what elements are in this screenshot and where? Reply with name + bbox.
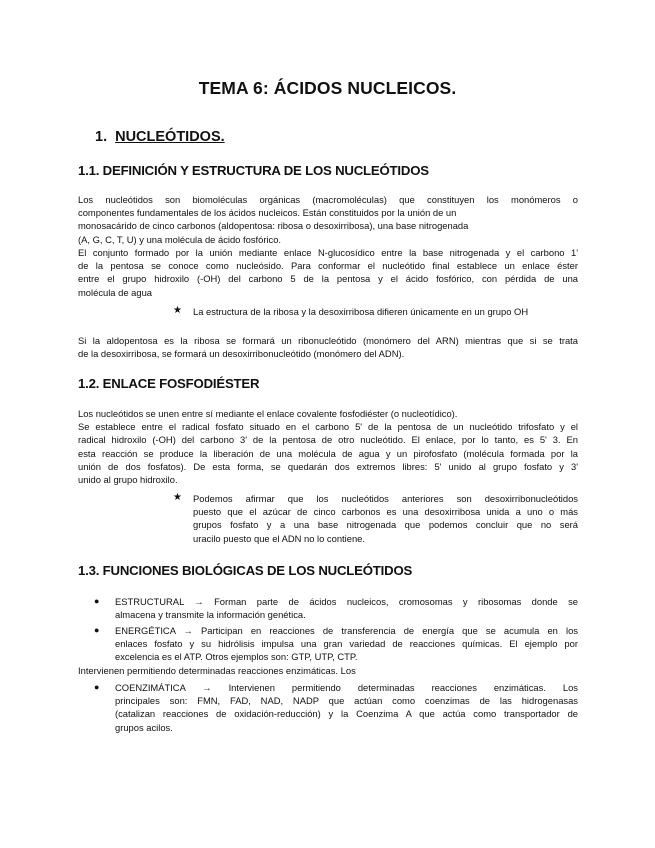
section-1-2-heading: 1.2. ENLACE FOSFODIÉSTER	[78, 376, 260, 391]
text-line: monosacárido de cinco carbonos (aldopentosa: ribosa o desoxirribosa), una base nitrogenada	[78, 220, 469, 232]
text-line: Los nucleótidos se unen entre sí mediante el enlace covalente fosfodiéster (o nucleotídico).	[78, 408, 458, 419]
text-line: Intervienen permitiendo determinadas reacciones enzimáticas. Los	[78, 665, 356, 676]
text-line: grupos acilos.	[115, 721, 173, 733]
document-title: TEMA 6: ÁCIDOS NUCLEICOS.	[198, 78, 457, 98]
list-item-coenzimatica	[115, 681, 578, 734]
text-line: entre el grupo hidroxilo (-OH) del carbono 5 de la pentosa y el ácido fosfórico, con pérdida de una	[78, 273, 578, 285]
s11-note: La estructura de la ribosa y la desoxirribosa difieren únicamente en un grupo OH	[193, 306, 529, 317]
star-bullet-icon: ★	[173, 492, 182, 503]
section-1-heading	[95, 129, 225, 145]
section-1-1-heading: 1.1. DEFINICIÓN Y ESTRUCTURA DE LOS NUCLEÓTIDOS	[78, 163, 429, 178]
text-line: ESTRUCTURAL → Forman parte de ácidos nucleicos, cromosomas y ribosomas donde se	[115, 596, 578, 607]
text-line: Se establece entre el radical fosfato situado en el carbono 5' de la pentosa de un nucleótido trifosfato y el	[78, 421, 578, 433]
text-line: (catalizan reacciones de oxidación-reducción) y la Coenzima A que actúa como transportador de	[115, 708, 578, 720]
stray-text-line	[78, 664, 578, 677]
text-line: principales son: FMN, FAD, NAD, NADP que actúan como coenzimas de las hidrogenasas	[115, 695, 578, 707]
text-line: Podemos afirmar que los nucleótidos anteriores son desoxirribonucleótidos	[193, 493, 578, 504]
text-line: molécula de agua	[78, 286, 153, 298]
text-line: Los nucleótidos son biomoléculas orgánicas (macromoléculas) que constituyen los monómeros o	[78, 194, 578, 205]
text-line: unido al grupo hidroxilo.	[78, 474, 178, 486]
bullet-dot-icon: ●	[94, 625, 100, 635]
text-line: de la desoxirribosa, se formará un desoxirribonucleótido (monómero del ADN).	[78, 348, 405, 360]
list-item-energetica	[115, 624, 578, 664]
s11-paragraph-1	[78, 193, 578, 246]
text-line: grupos fosfato y a una base nitrogenada que podemos concluir que no será	[193, 519, 578, 531]
text-line: uracilo puesto que el ADN no lo contiene.	[193, 532, 365, 544]
s12-paragraph-1	[78, 407, 578, 486]
text-line: puesto que el azúcar de cinco carbonos es una desoxirribosa unida a uno o más	[193, 506, 578, 518]
text-line: radical hidroxilo (-OH) del carbono 3' de la pentosa de otro nucleótido. El enlace, por lo tanto, es 5' 3. En	[78, 434, 578, 446]
section-1-label: NUCLEÓTIDOS.	[115, 129, 225, 145]
text-line: enlaces fosfato y su hidrólisis impulsa una gran variedad de reacciones químicas. El ejemplo por	[115, 638, 578, 650]
text-line: COENZIMÁTICA → Intervienen permitiendo determinadas reacciones enzimáticas. Los	[115, 682, 578, 693]
bullet-dot-icon: ●	[94, 596, 100, 606]
s11-paragraph-2	[78, 246, 578, 299]
text-line: excelencia es el ATP. Otros ejemplos son: GTP, UTP, CTP.	[115, 651, 358, 663]
text-line: (A, G, C, T, U) y una molécula de ácido fosfórico.	[78, 233, 282, 245]
text-line: esta reacción se produce la liberación de una molécula de agua y un pirofosfato (molécula formada por la	[78, 447, 578, 459]
bullet-dot-icon: ●	[94, 682, 100, 692]
text-line: almacena y transmite la información genética.	[115, 609, 306, 621]
section-1-number: 1.	[95, 129, 108, 145]
star-bullet-icon: ★	[173, 305, 182, 316]
text-line: El conjunto formado por la unión mediante enlace N-glucosídico entre la base nitrogenada y el carbono 1'	[78, 247, 578, 258]
text-line: ENERGÉTICA → Participan en reacciones de transferencia de energía que se acumula en los	[115, 625, 578, 636]
text-line: componentes fundamentales de los ácidos nucleicos. Están constituidos por la unión de un	[78, 207, 457, 219]
list-item-estructural	[115, 595, 578, 621]
text-line: de la pentosa se conoce como nucleósido. Para conformar el nucleótido final establece un enlace éster	[78, 260, 578, 272]
s11-paragraph-3	[78, 334, 578, 360]
s12-note	[193, 492, 578, 545]
section-1-3-heading: 1.3. FUNCIONES BIOLÓGICAS DE LOS NUCLEÓTIDOS	[78, 563, 413, 578]
text-line: unión de dos fosfatos). De esta forma, se quedarán dos extremos libres: 5' unido al grupo fosfato y 3'	[78, 460, 578, 472]
text-line: Si la aldopentosa es la ribosa se formará un ribonucleótido (monómero del ARN) mientras que si se trata	[78, 335, 578, 346]
